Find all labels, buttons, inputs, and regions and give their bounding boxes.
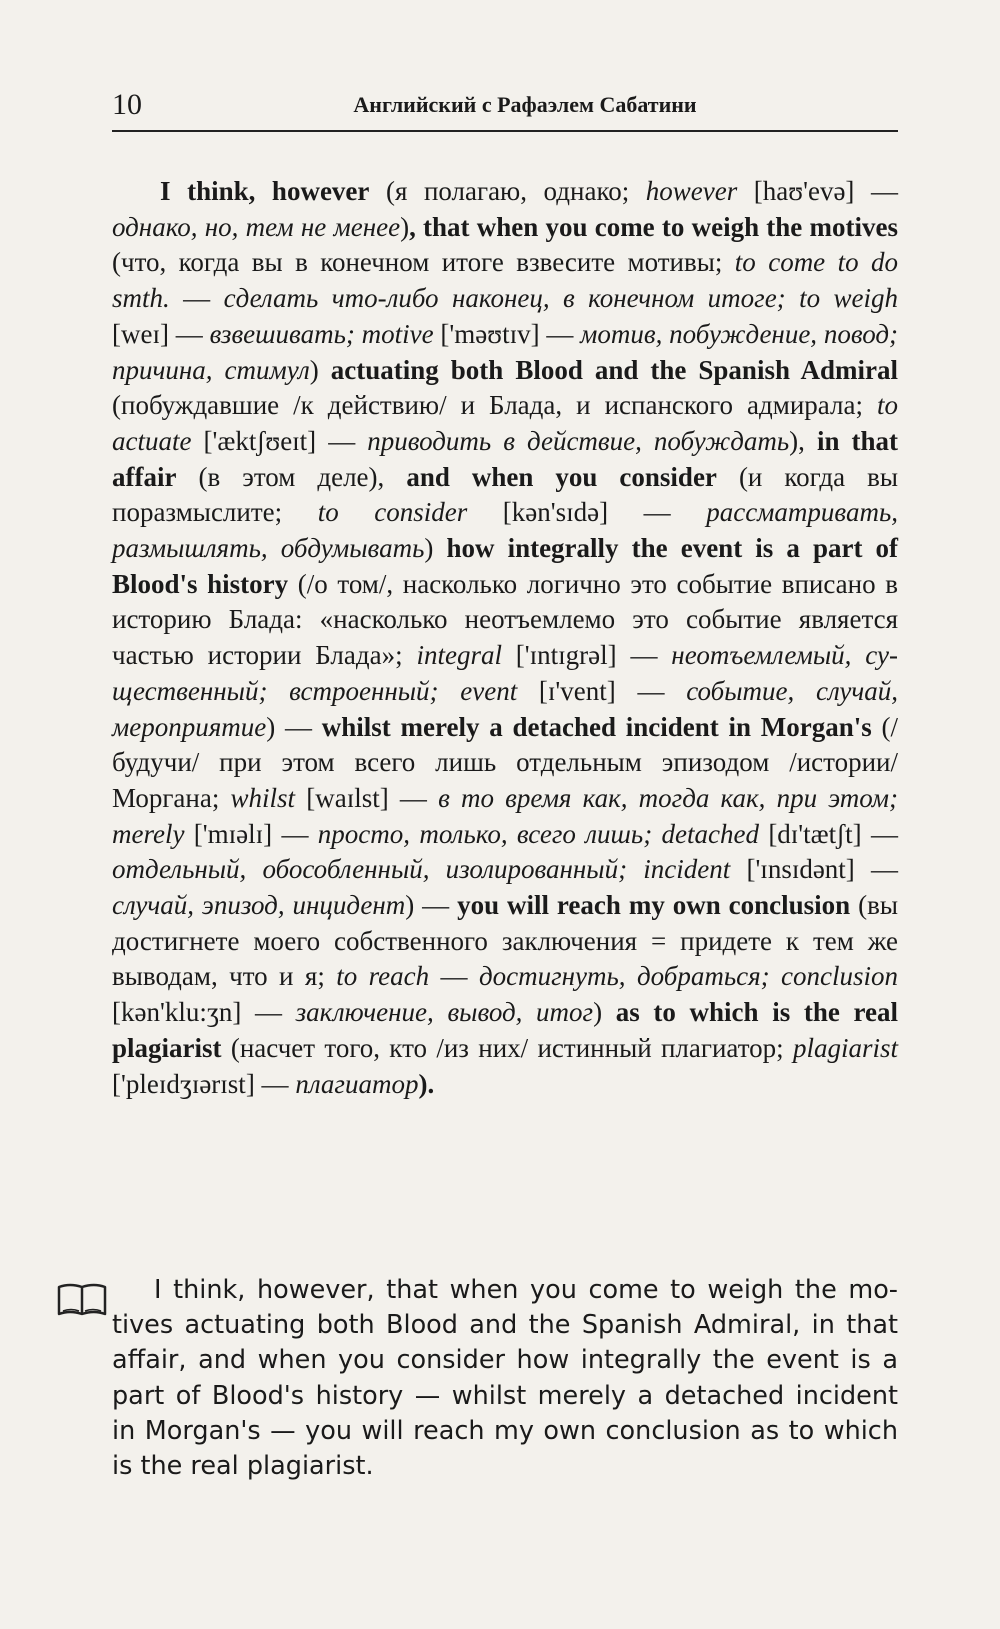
en-phrase: you will reach my own conclusion <box>457 890 851 921</box>
ru-gloss: ) <box>400 211 410 242</box>
en-phrase: how integrally the event is a part of Blood's history <box>112 533 899 599</box>
vocab-word: to actuate <box>112 390 898 456</box>
vocab-word: integral <box>416 640 502 671</box>
en-phrase: as to which is the real plagiarist <box>112 997 898 1063</box>
running-title: Английский с Рафаэлем Сабатини <box>353 92 697 117</box>
transcription: [weɪ] — <box>112 318 210 349</box>
vocab-word: plagiarist <box>792 1032 898 1063</box>
ru-gloss: (я полагаю, однако; <box>369 176 646 206</box>
ru-gloss: ) <box>593 997 616 1028</box>
commentary-paragraph <box>112 174 898 1102</box>
translation: взвешивать; motive <box>209 318 434 349</box>
en-phrase: whilst merely a detached incident in Morgan's <box>321 711 872 742</box>
dash: — <box>429 961 479 992</box>
vocab-word: whilst <box>230 782 296 813</box>
transcription: ['ɪnsɪdənt] — <box>730 854 899 885</box>
en-phrase: actuating both Blood and the Spanish Admiral <box>330 354 898 385</box>
transcription: ['ɪntɪgrəl] — <box>501 640 672 671</box>
ru-gloss: ). <box>418 1068 435 1099</box>
ru-gloss: ) <box>424 533 447 564</box>
ru-gloss: (в этом деле), <box>176 461 407 492</box>
ru-gloss: (побуждавшие /к действию/ и Блада, и испанского адмирала; <box>112 390 877 421</box>
vocab-word: to come to do smth. <box>112 247 898 314</box>
ru-gloss: (/о том/, насколько логично это событие вписано в историю Блада: «насколько неотъемлемо это событие является частью истории Блада»; <box>112 568 898 671</box>
vocab-word: to consider <box>317 497 468 528</box>
en-phrase: in that affair <box>112 425 898 492</box>
transcription: [dɪ'tætʃt] — <box>758 818 898 849</box>
transcription: ['pleɪdʒɪərɪst] — <box>112 1068 296 1099</box>
ru-gloss: ) <box>309 354 331 385</box>
ru-gloss: (/будучи/ при этом всего лишь отдельным эпизодом /истории/ Моргана; <box>112 711 898 813</box>
translation: мотив, побуждение, повод; причина, стимул <box>112 318 899 385</box>
ru-gloss: ), <box>789 425 817 456</box>
transcription: [haʊ'evə] — <box>737 176 898 206</box>
ru-gloss: (и когда вы поразмыслите; <box>112 461 899 528</box>
translation: неотъемлемый, существенный; встроенный; event <box>112 640 899 706</box>
transcription: ['məʊtɪv] — <box>433 318 581 349</box>
transcription: ['æktʃʊeɪt] — <box>191 425 368 456</box>
translation: однако, но, тем не менее <box>112 211 401 242</box>
transcription: [kən'klu:ʒn] — <box>112 997 296 1028</box>
translation: просто, только, всего лишь; detached <box>317 818 759 849</box>
open-book-icon <box>56 1281 108 1317</box>
en-phrase: and when you consider <box>406 461 717 492</box>
translation: заключение, вывод, итог <box>295 997 594 1028</box>
translation: приводить в действие, побуждать <box>367 425 790 456</box>
dash: — <box>169 283 224 314</box>
ru-gloss: (что, когда вы в конечном итоге взвесите мотивы; <box>112 247 735 278</box>
vocab-word: however <box>645 176 738 206</box>
transcription: [waɪlst] — <box>295 782 439 813</box>
translation: в то время как, тогда как, при этом; merely <box>112 782 898 849</box>
translation: сделать что-либо наконец, в конечном итоге; to weigh <box>223 283 899 314</box>
en-phrase: , that when you come to weigh the motives <box>409 211 898 242</box>
translation: плагиатор <box>295 1068 419 1099</box>
ru-gloss: ) — <box>266 711 322 742</box>
translation: событие, случай, мероприятие <box>112 675 898 742</box>
page-number: 10 <box>112 88 142 121</box>
ru-gloss: ) — <box>405 890 458 921</box>
transcription: ['mɪəlɪ] — <box>184 818 318 849</box>
transcription: [ɪ'vent] — <box>517 675 687 706</box>
translation: достигнуть, добраться; conclusion <box>478 961 899 992</box>
ru-gloss: (насчет того, кто /из них/ истинный плагиатор; <box>221 1032 793 1063</box>
translation: отдельный, обособленный, изолированный; incident <box>112 854 731 885</box>
transcription: [kən'sɪdə] — <box>467 497 707 528</box>
translation: случай, эпизод, инцидент <box>112 890 406 921</box>
translation: рассматривать, размышлять, обдумывать <box>112 497 898 564</box>
original-english-passage: I think, however, that when you come to weigh the motives actuating both Blood and the Spanish Admiral, in that affair, and when you consider how integrally the event is a part of Blood's history — whilst merely a detached incident in Morgan's — you will reach my own conclusion as to which is the real plagiarist. <box>112 1275 898 1482</box>
vocab-word: to reach <box>336 961 430 992</box>
page-header <box>112 82 898 132</box>
ru-gloss: (вы достигнете моего собственного заключения = придете к тем же выводам, что и я; <box>112 890 898 992</box>
en-phrase: I think, however <box>160 176 370 206</box>
